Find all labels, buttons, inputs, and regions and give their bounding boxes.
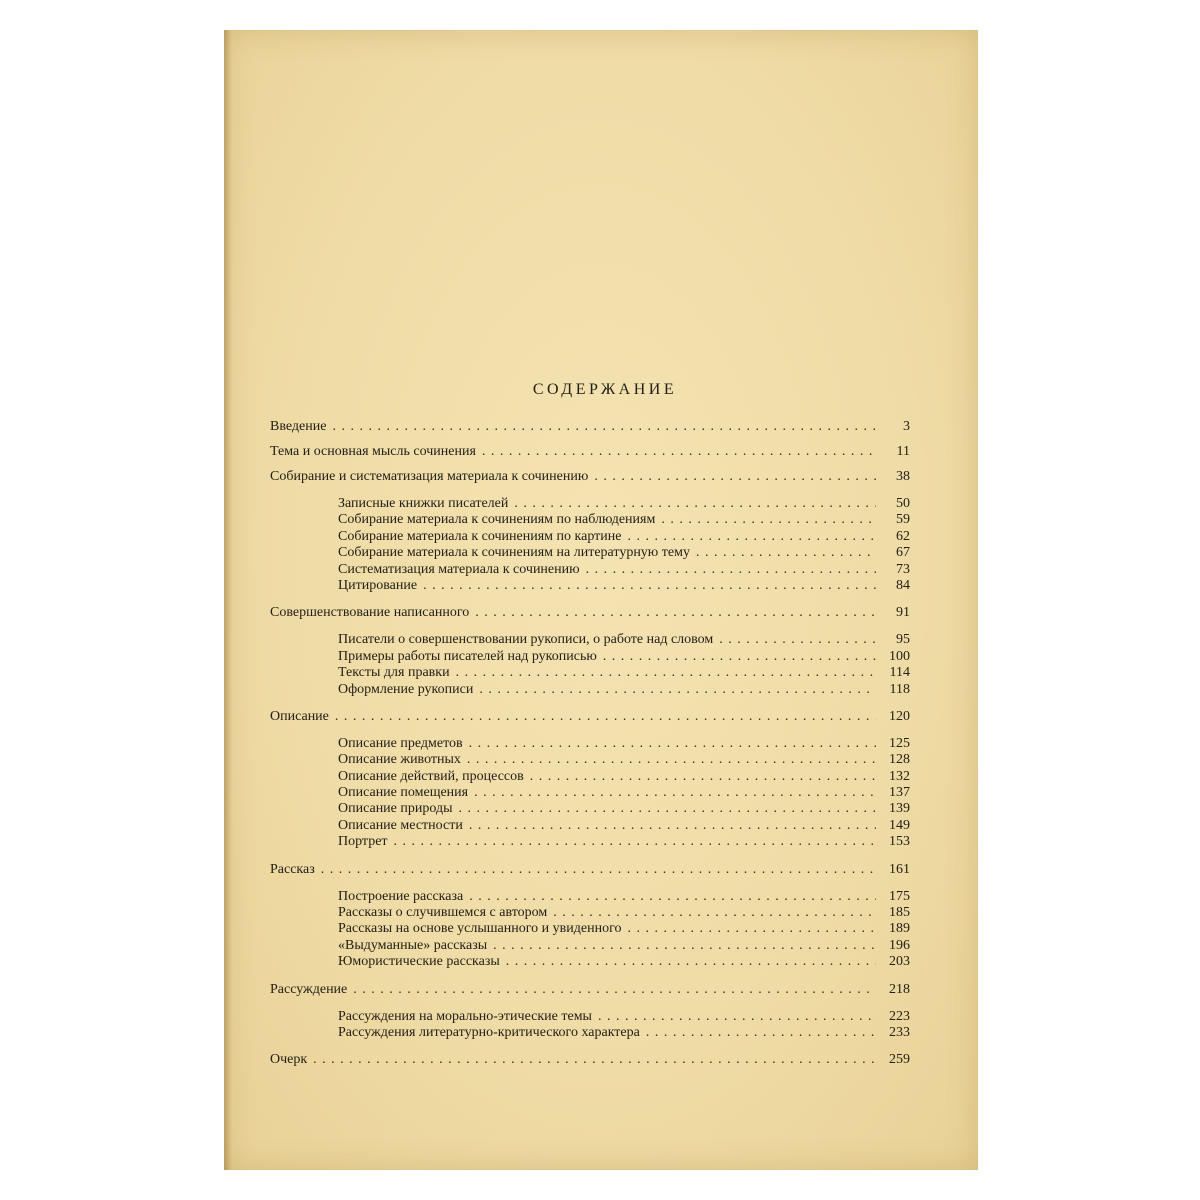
entry-title: Построение рассказа (338, 888, 464, 904)
page-number: 149 (889, 817, 910, 833)
dot-leader (463, 818, 876, 834)
page-number: 11 (896, 444, 910, 459)
entry-title: Рассуждение (270, 981, 348, 997)
dot-leader (315, 861, 876, 879)
toc-subsection (270, 682, 910, 698)
page-number: 132 (889, 768, 910, 784)
page-number: 3 (903, 419, 910, 434)
page-number: 259 (889, 1052, 910, 1068)
toc-section (270, 604, 910, 622)
toc-subsection (270, 769, 910, 785)
toc-subsection (270, 1025, 910, 1041)
entry-title: Тема и основная мысль сочинения (270, 444, 476, 459)
dot-leader (453, 801, 876, 817)
page-number: 203 (889, 954, 910, 970)
toc-subsection (270, 889, 910, 905)
spacer (270, 879, 910, 889)
dot-leader (621, 529, 876, 545)
entry-title: Рассуждения на морально-этические темы (338, 1008, 592, 1024)
entry-title: Описание помещения (338, 785, 469, 801)
page-number: 185 (889, 905, 910, 921)
page-number: 125 (889, 735, 910, 751)
toc-section (270, 468, 910, 486)
page-number: 67 (896, 545, 910, 561)
spacer (270, 594, 910, 604)
toc-section (270, 418, 910, 436)
toc-subsection (270, 834, 910, 850)
dot-leader (476, 443, 876, 461)
page-number: 84 (896, 577, 910, 593)
dot-leader (417, 578, 876, 594)
toc-subsection (270, 512, 910, 528)
spacer (270, 971, 910, 981)
page-number: 189 (889, 921, 910, 937)
page-number: 175 (889, 888, 910, 904)
dot-leader (690, 545, 876, 561)
entry-title: Рассказы на основе услышанного и увиденного (338, 921, 622, 937)
spacer (270, 622, 910, 632)
toc-title: СОДЕРЖАНИЕ (532, 381, 678, 398)
entry-title: Введение (270, 419, 327, 434)
dot-leader (547, 905, 876, 921)
toc-subsection (270, 954, 910, 970)
spacer (270, 698, 910, 708)
page-number: 196 (889, 937, 910, 953)
page-number: 38 (896, 469, 910, 484)
entry-title: Собирание материала к сочинениям на литературную тему (338, 545, 690, 561)
page-number: 218 (889, 981, 910, 997)
toc-subsection (270, 938, 910, 954)
spacer (270, 486, 910, 496)
page-number: 73 (896, 561, 910, 577)
toc-entries (270, 418, 910, 1069)
entry-title: Рассказ (270, 861, 315, 877)
entry-title: «Выдуманные» рассказы (338, 937, 488, 953)
dot-leader (500, 954, 876, 970)
page-number: 233 (889, 1024, 910, 1040)
entry-title: Рассказы о случившемся с автором (338, 905, 548, 921)
toc-subsection (270, 752, 910, 768)
table-of-contents (270, 376, 910, 1069)
page-number: 120 (889, 708, 910, 724)
entry-title: Портрет (338, 834, 388, 850)
dot-leader (597, 649, 876, 665)
entry-title: Систематизация материала к сочинению (338, 561, 580, 577)
entry-title: Совершенствование написанного (270, 605, 470, 621)
toc-subsection (270, 1009, 910, 1025)
dot-leader (473, 682, 876, 698)
dot-leader (713, 632, 876, 648)
spacer (270, 436, 910, 443)
entry-title: Описание действий, процессов (338, 768, 524, 784)
toc-subsection (270, 905, 910, 921)
dot-leader (469, 604, 876, 622)
toc-subsection (270, 801, 910, 817)
entry-title: Описание животных (338, 752, 461, 768)
dot-leader (588, 468, 876, 486)
entry-title: Описание природы (338, 801, 453, 817)
entry-title: Описание местности (338, 817, 463, 833)
toc-subsection (270, 562, 910, 578)
dot-leader (326, 418, 876, 436)
page-number: 137 (889, 785, 910, 801)
entry-title: Собирание и систематизация материала к сочинению (270, 469, 589, 484)
page-number: 118 (889, 681, 910, 697)
dot-leader (621, 921, 876, 937)
toc-subsection (270, 649, 910, 665)
toc-section (270, 1051, 910, 1069)
page-number: 59 (896, 512, 910, 528)
toc-subsection (270, 632, 910, 648)
toc-subsection (270, 529, 910, 545)
dot-leader (640, 1025, 876, 1041)
entry-title: Рассуждения литературно-критического характера (338, 1024, 640, 1040)
entry-title: Записные книжки писателей (338, 495, 509, 511)
entry-title: Оформление рукописи (338, 681, 474, 697)
entry-title: Собирание материала к сочинениям по картине (338, 528, 622, 544)
entry-title: Описание (270, 708, 329, 724)
page-number: 50 (896, 495, 910, 511)
toc-subsection (270, 496, 910, 512)
dot-leader (580, 562, 876, 578)
dot-leader (463, 736, 876, 752)
spacer (270, 999, 910, 1009)
dot-leader (524, 769, 876, 785)
dot-leader (388, 834, 876, 850)
dot-leader (461, 752, 876, 768)
spacer (270, 851, 910, 861)
spacer (270, 1041, 910, 1051)
page-number: 161 (889, 861, 910, 877)
toc-section (270, 981, 910, 999)
toc-section (270, 443, 910, 461)
entry-title: Примеры работы писателей над рукописью (338, 648, 597, 664)
spacer (270, 461, 910, 468)
toc-section (270, 708, 910, 726)
toc-subsection (270, 921, 910, 937)
entry-title: Тексты для правки (338, 665, 450, 681)
dot-leader (592, 1009, 876, 1025)
toc-subsection (270, 545, 910, 561)
toc-subsection (270, 665, 910, 681)
page-number: 91 (896, 605, 910, 621)
entry-title: Писатели о совершенствовании рукописи, о работе над словом (338, 632, 714, 648)
toc-subsection (270, 578, 910, 594)
page-number: 95 (896, 632, 910, 648)
toc-section (270, 861, 910, 879)
toc-subsection (270, 785, 910, 801)
page-number: 223 (889, 1008, 910, 1024)
dot-leader (508, 496, 876, 512)
toc-subsection (270, 818, 910, 834)
dot-leader (307, 1051, 876, 1069)
dot-leader (463, 889, 876, 905)
entry-title: Собирание материала к сочинениям по наблюдениям (338, 512, 656, 528)
page-number: 139 (889, 801, 910, 817)
entry-title: Очерк (270, 1052, 308, 1068)
dot-leader (450, 665, 876, 681)
dot-leader (655, 512, 876, 528)
dot-leader (487, 938, 876, 954)
dot-leader (329, 708, 876, 726)
page-number: 114 (889, 665, 910, 681)
toc-subsection (270, 736, 910, 752)
entry-title: Описание предметов (338, 735, 463, 751)
dot-leader (468, 785, 876, 801)
book-page (224, 30, 978, 1170)
page-number: 62 (896, 528, 910, 544)
page-number: 153 (889, 834, 910, 850)
entry-title: Цитирование (338, 577, 418, 593)
dot-leader (347, 981, 876, 999)
page-number: 128 (889, 752, 910, 768)
entry-title: Юмористические рассказы (338, 954, 500, 970)
spacer (270, 726, 910, 736)
page-number: 100 (889, 648, 910, 664)
